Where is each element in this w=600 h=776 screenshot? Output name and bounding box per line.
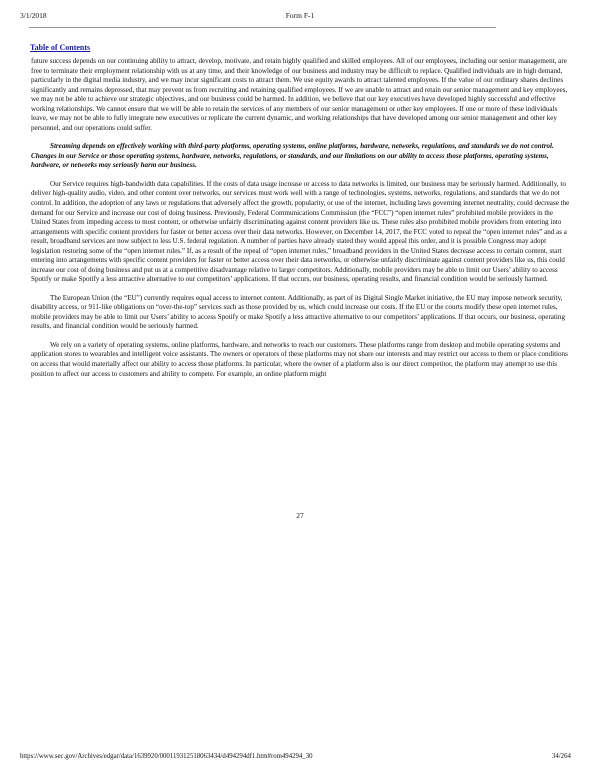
- document-body: [31, 57, 570, 388]
- page-number: 27: [296, 511, 304, 520]
- footer-page-count: 34/264: [552, 753, 571, 760]
- print-header: [0, 0, 600, 30]
- document-title: Form F-1: [285, 11, 315, 20]
- paragraph: The European Union (the “EU”) currently requires equal access to internet content. Additionally, as part of its Digital Single Market initiative, the EU may impose network security, disability access, or 911-like obligations on “over-the-top” services such as those provided by us, which could increase our costs. If the EU or the courts modify these open internet rules, mobile providers may be able to limit our Users’ ability to access Spotify or make Spotify a less attractive alternative to our competitors’ applications. If that occurs, our business, operating results, and financial condition would be seriously harmed.: [31, 293, 565, 331]
- paragraph-continued: future success depends on our continuing ability to attract, develop, motivate, and retain highly qualified and skilled employees. All of our employees, including our senior management, are free to terminate their employment relationship with us at any time, and their knowledge of our business and industry may be difficult to replace. Qualified individuals are in high demand, particularly in the digital media industry, and we may incur significant costs to attract them. We use equity awards to attract talented employees. If the value of our ordinary shares declines significantly and remains depressed, that may prevent us from recruiting and retaining qualified employees. If we are unable to attract and retain our senior management and key employees, we may not be able to achieve our strategic objectives, and our business could be harmed. In addition, we believe that our key executives have developed highly successful and effective working relationships. We cannot ensure that we will be able to retain the services of any members of our senior management or other key employees. If one or more of these individuals leave, we may not be able to fully integrate new executives or replicate the current dynamic, and working relationships that have developed among our senior management and other key personnel, and our operations could suffer.: [31, 57, 568, 132]
- header-divider: [29, 27, 496, 28]
- paragraph: We rely on a variety of operating systems, online platforms, hardware, and networks to reach our customers. These platforms range from desktop and mobile operating systems and application stores to wearables and intelligent voice assistants. The owners or operators of these platforms may not share our interests and may restrict our access to them or place conditions on access that would materially affect our ability to access those platforms. In particular, where the owner of a platform also is our direct competitor, the platform may attempt to use this position to affect our access to customers and ability to compete. For example, an online platform might: [31, 340, 568, 378]
- table-of-contents-link[interactable]: Table of Contents: [30, 43, 91, 52]
- print-date: 3/1/2018: [20, 11, 47, 20]
- risk-factor-heading: Streaming depends on effectively working with third-party platforms, operating systems, online platforms, hardware, networks, regulations, and standards we do not control. Changes in our Service or those operating systems, hardware, networks, regulations, or standards, and our limitations on our ability to access those platforms, operating systems, hardware, or networks may seriously harm our business.: [31, 142, 554, 170]
- footer-url: https://www.sec.gov/Archives/edgar/data/1639920/000119312518063434/d494294df1.htm#rom494294_30: [20, 753, 313, 760]
- paragraph: Our Service requires high-bandwidth data capabilities. If the costs of data usage increase or access to data networks is limited, our business may be seriously harmed. Additionally, to deliver high-quality audio, video, and other content over networks, our services must work well with a range of technologies, systems, networks, regulations, and standards that we do not control. In addition, the adoption of any laws or regulations that adversely affect the growth, popularity, or use of the internet, including laws governing internet neutrality, could decrease the demand for our Service and increase our cost of doing business. Previously, Federal Communications Commission (the “FCC”) “open internet rules” prohibited mobile providers in the United States from impeding access to most content, or otherwise unfairly discriminating against content providers like us. These rules also prohibited mobile providers from entering into arrangements with specific content providers for faster or better access over their data networks. However, on December 14, 2017, the FCC voted to repeal the “open internet rules” and as a result, broadband services are now subject to less U.S. federal regulation. A number of parties have already stated they would appeal this order, and it is possible Congress may adopt legislation restoring some of the “open internet rules.” If, as a result of the repeal of “open internet rules,” broadband providers in the United States decrease access to certain content, start entering into arrangements with specific content providers for faster or better access over their data networks, or otherwise unfairly discriminate against content providers like us, this could increase our cost of doing business and put us at a competitive disadvantage relative to larger competitors. Additionally, mobile providers may be able to limit our Users’ ability to access Spotify or make Spotify a less attractive alternative to our competitors’ applications. If that occurs, our business, operating results, and financial condition would be seriously harmed.: [31, 179, 570, 284]
